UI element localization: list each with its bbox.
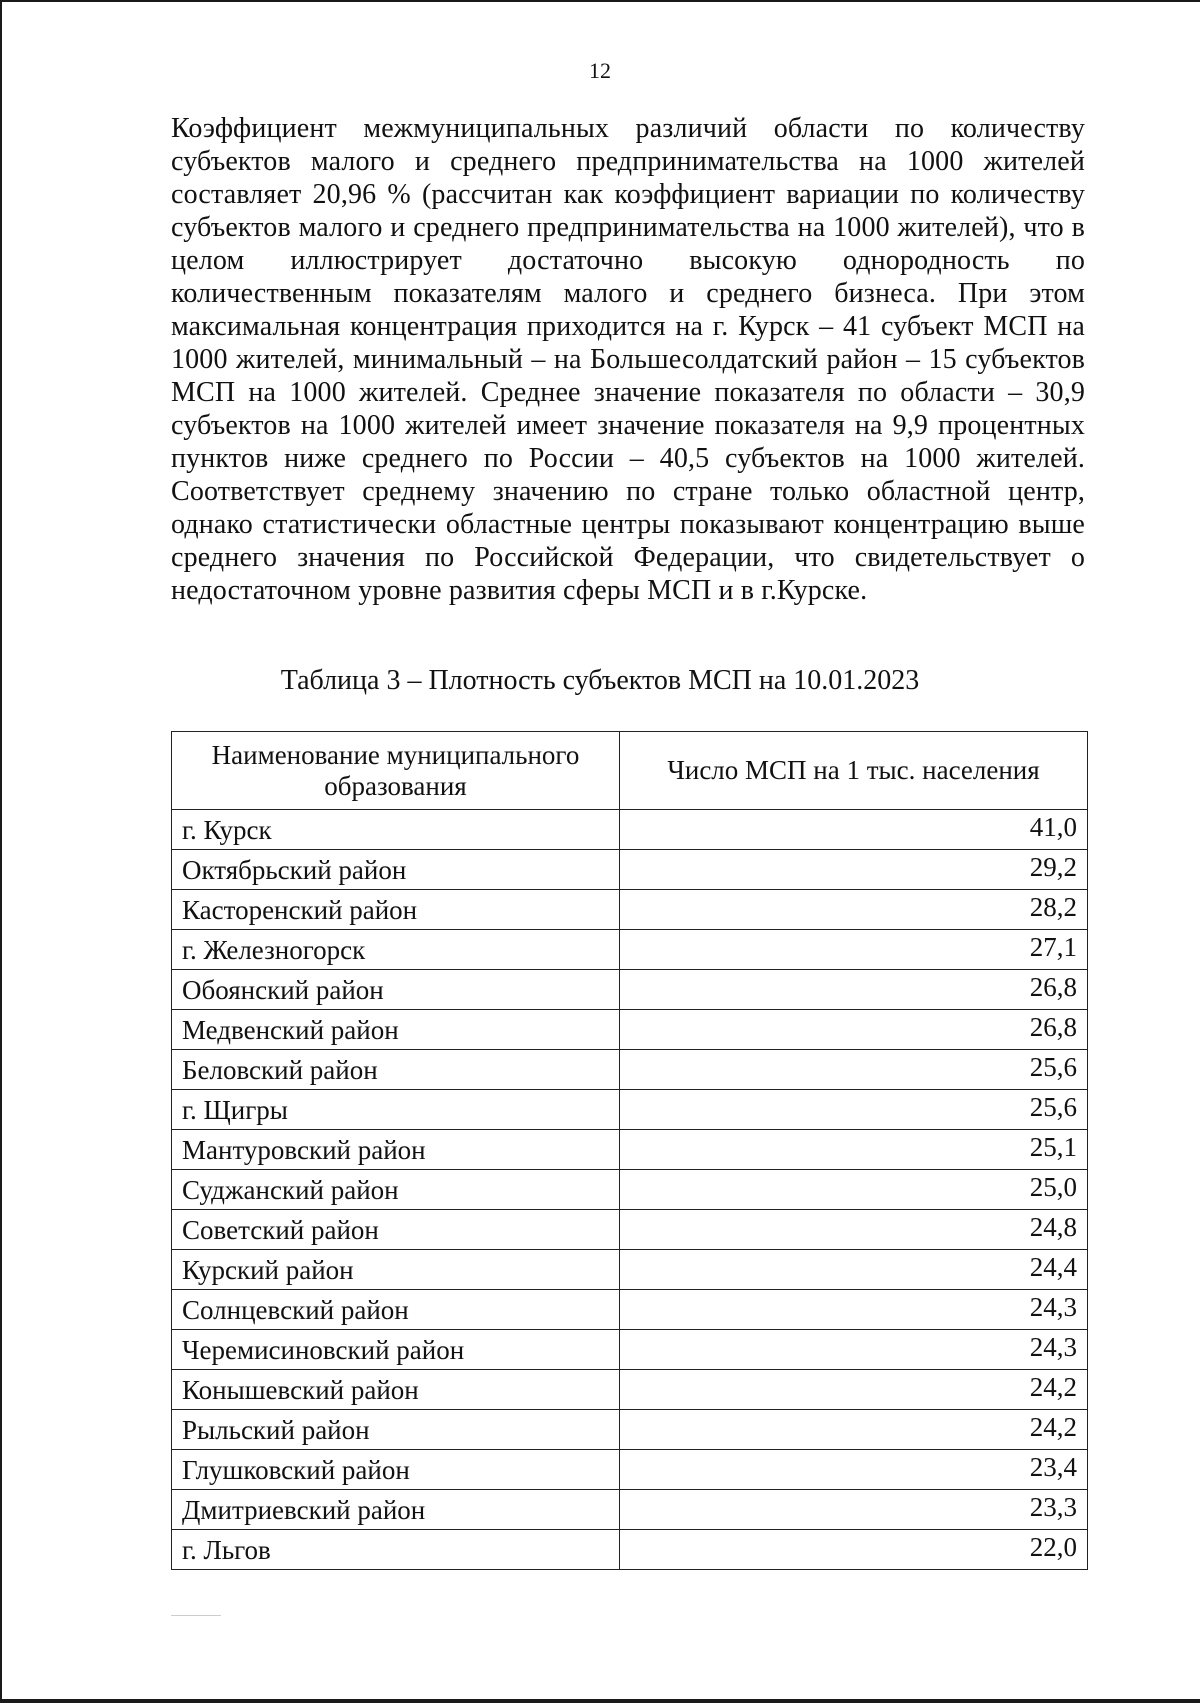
table-row — [172, 1250, 1088, 1290]
table-row — [172, 1370, 1088, 1410]
scan-edge-left — [0, 0, 2, 1703]
municipality-name: Суджанский район — [172, 1170, 620, 1210]
municipality-name: Медвенский район — [172, 1010, 620, 1050]
sme-density-value: 24,8 — [620, 1210, 1088, 1250]
municipality-name: Беловский район — [172, 1050, 620, 1090]
header-sme-per-thousand: Число МСП на 1 тыс. населения — [620, 732, 1088, 810]
municipality-name: г. Льгов — [172, 1530, 620, 1570]
table-row — [172, 970, 1088, 1010]
sme-density-value: 24,4 — [620, 1250, 1088, 1290]
table-row — [172, 1010, 1088, 1050]
sme-density-value: 26,8 — [620, 970, 1088, 1010]
municipality-name: г. Курск — [172, 810, 620, 850]
sme-density-value: 29,2 — [620, 850, 1088, 890]
sme-density-value: 26,8 — [620, 1010, 1088, 1050]
table-header-row — [172, 732, 1088, 810]
table-body — [172, 810, 1088, 1570]
table-row — [172, 810, 1088, 850]
sme-density-value: 25,6 — [620, 1090, 1088, 1130]
body-paragraph: Коэффициент межмуниципальных различий области по количеству субъектов малого и среднего предпринимательства на 1000 жителей составляет 20,96 % (рассчитан как коэффициент вариации по количеству субъектов малого и среднего предпринимательства на 1000 жителей), что в целом иллюстрирует достаточно высокую однородность по количественным показателям малого и среднего бизнеса. При этом максимальная концентрация приходится на г. Курск – 41 субъект МСП на 1000 жителей, минимальный – на Большесолдатский район – 15 субъектов МСП на 1000 жителей. Среднее значение показателя по области – 30,9 субъектов на 1000 жителей имеет значение показателя на 9,9 процентных пунктов ниже среднего по России – 40,5 субъектов на 1000 жителей. Соответствует среднему значению по стране только областной центр, однако статистически областные центры показывают концентрацию выше среднего значения по Российской Федерации, что свидетельствует о недостаточном уровне развития сферы МСП и в г.Курске. — [171, 113, 1085, 606]
sme-density-value: 22,0 — [620, 1530, 1088, 1570]
municipality-name: Октябрьский район — [172, 850, 620, 890]
sme-density-value: 24,2 — [620, 1370, 1088, 1410]
table-row — [172, 930, 1088, 970]
table-row — [172, 1090, 1088, 1130]
sme-density-value: 28,2 — [620, 890, 1088, 930]
table-row — [172, 1130, 1088, 1170]
municipality-name: Курский район — [172, 1250, 620, 1290]
municipality-name: г. Щигры — [172, 1090, 620, 1130]
municipality-name: Черемисиновский район — [172, 1330, 620, 1370]
municipality-name: Дмитриевский район — [172, 1490, 620, 1530]
municipality-name: Мантуровский район — [172, 1130, 620, 1170]
table-row — [172, 890, 1088, 930]
sme-density-value: 25,6 — [620, 1050, 1088, 1090]
footer-rule — [171, 1615, 221, 1616]
table-row — [172, 1210, 1088, 1250]
table-row — [172, 1050, 1088, 1090]
sme-density-value: 25,0 — [620, 1170, 1088, 1210]
municipality-name: Рыльский район — [172, 1410, 620, 1450]
table-row — [172, 1290, 1088, 1330]
sme-density-value: 24,3 — [620, 1330, 1088, 1370]
sme-density-value: 24,3 — [620, 1290, 1088, 1330]
table-row — [172, 1330, 1088, 1370]
scan-edge-top — [0, 0, 1200, 2]
table-row — [172, 1490, 1088, 1530]
municipality-name: Солнцевский район — [172, 1290, 620, 1330]
municipality-name: г. Железногорск — [172, 930, 620, 970]
municipality-name: Конышевский район — [172, 1370, 620, 1410]
sme-density-value: 27,1 — [620, 930, 1088, 970]
table-row — [172, 1410, 1088, 1450]
municipality-name: Советский район — [172, 1210, 620, 1250]
sme-density-value: 41,0 — [620, 810, 1088, 850]
density-table — [171, 731, 1088, 1570]
municipality-name: Обоянский район — [172, 970, 620, 1010]
sme-density-value: 23,3 — [620, 1490, 1088, 1530]
municipality-name: Глушковский район — [172, 1450, 620, 1490]
table-row — [172, 1170, 1088, 1210]
page-number: 12 — [589, 58, 611, 83]
sme-density-value: 23,4 — [620, 1450, 1088, 1490]
scan-edge-bottom — [0, 1699, 1200, 1703]
sme-density-value: 25,1 — [620, 1130, 1088, 1170]
table-row — [172, 850, 1088, 890]
table-row — [172, 1530, 1088, 1570]
table-row — [172, 1450, 1088, 1490]
table-caption: Таблица 3 – Плотность субъектов МСП на 10.01.2023 — [280, 665, 920, 696]
municipality-name: Касторенский район — [172, 890, 620, 930]
sme-density-value: 24,2 — [620, 1410, 1088, 1450]
header-municipality: Наименование муниципального образования — [172, 732, 620, 810]
